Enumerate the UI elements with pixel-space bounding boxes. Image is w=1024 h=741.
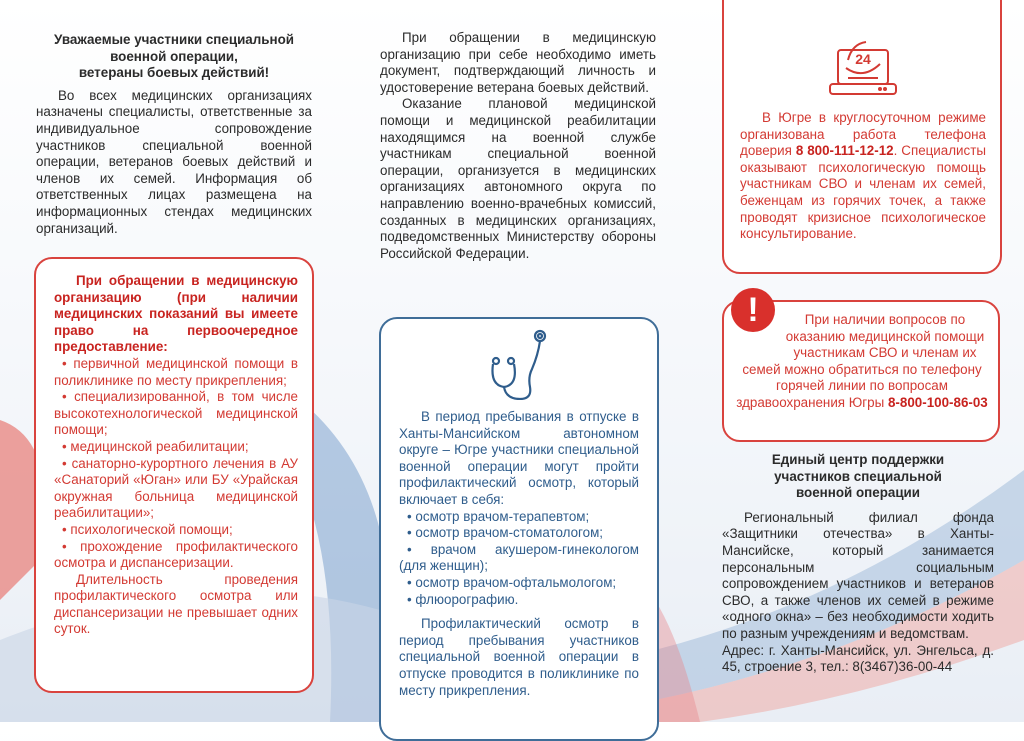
support-center-address: Адрес: г. Ханты-Мансийск, ул. Энгельса, д. 45, строение 3, тел.: 8(3467)36-00-44 (722, 642, 994, 675)
vacation-checkup-box (379, 317, 659, 741)
exclamation-icon: ! (731, 288, 775, 332)
checkup-footer: Профилактический осмотр в период пребывания участников специальной военной операции в отпуске проводится в поликлинике по месту прикрепления. (399, 616, 639, 698)
list-item: • осмотр врачом-терапевтом; (399, 509, 639, 526)
list-item: • прохождение профилактического осмотра и диспансеризации. (54, 539, 298, 572)
hotline-text: При наличии вопросов по оказанию медицинской помощи участникам СВО и членам их семей можно обратиться по телефону горячей линии по вопросам здравоохранения Югры (736, 312, 985, 410)
support-center (722, 452, 994, 676)
priority-list (54, 356, 298, 572)
list-item: • санаторно-курортного лечения в АУ «Санаторий «Юган» или БУ «Урайская окружная больница медицинской реабилитации»; (54, 456, 298, 522)
left-column (36, 32, 312, 237)
icon-24-label: 24 (855, 51, 871, 67)
priority-heading: При обращении в медицинскую организацию (при наличии медицинских показаний вы имеете право на первоочередное предоставление: (54, 273, 298, 355)
list-item: • медицинской реабилитации; (54, 439, 298, 456)
list-item: • психологической помощи; (54, 522, 298, 539)
list-item: • осмотр врачом-стоматологом; (399, 525, 639, 542)
priority-services-box (34, 257, 314, 693)
duration-note: Длительность проведения профилактического осмотра или диспансеризации не превышает одних суток. (54, 571, 298, 637)
trust-phone-number[interactable]: 8 800-111-12-12 (795, 143, 894, 159)
intro-paragraph: Во всех медицинских организациях назначены специалисты, ответственные за индивидуальное сопровождение участников специальной военной операции, ветеранов боевых действий и членов их семей. Информация об ответственных лицах размещена на информационных стендах медицинских организаций. (36, 87, 312, 236)
list-item: • специализированной, в том числе высокотехнологической медицинской помощи; (54, 389, 298, 439)
title-line: участников специальной (774, 468, 942, 484)
planned-care-paragraph: Оказание плановой медицинской помощи и медицинской реабилитации находящимся на военной службе участникам специальной военной операции, организуется в медицинских организациях автономного округа по направлению военно-врачебных комиссий, созданных в медицинских организациях, подведомственных Министерству обороны Российской Федерации. (380, 96, 656, 261)
hotline-text-before: В Югре в круглосуточном режиме организована работа телефона доверия (740, 110, 986, 159)
title-line: военной операции, (110, 48, 238, 64)
hotline-text-after: . Специалисты оказывают психологическую помощь участникам СВО и членам их семей, беженцам из горячих точек, а также проводят кризисное психологическое консультирование. (740, 143, 986, 242)
greeting-title (36, 32, 312, 82)
trust-hotline-text (740, 110, 986, 243)
documents-paragraph: При обращении в медицинскую организацию при себе необходимо иметь документ, подтверждающий личность и удостоверение ветерана боевых действий. (380, 30, 656, 95)
stethoscope-icon (381, 325, 657, 405)
trust-hotline-box (722, 0, 1002, 274)
title-line: Уважаемые участники специальной (54, 32, 294, 47)
list-item: • флюорографию. (399, 592, 639, 609)
checkup-list (399, 509, 639, 609)
title-line: Единый центр поддержки (771, 452, 945, 467)
list-item: • врачом акушером-гинекологом (для женщин); (399, 542, 639, 575)
list-item: • осмотр врачом-офтальмологом; (399, 575, 639, 592)
checkup-intro: В период пребывания в отпуске в Ханты-Мансийском автономном округе – Югре участники специальной военной операции могут пройти профилактический осмотр, который включает в себя: (399, 409, 639, 507)
middle-column (380, 30, 656, 262)
support-center-text: Региональный филиал фонда «Защитники отечества» в Ханты-Мансийске, который занимается персональным социальным сопровождением участников и ветеранов СВО, а также членов их семей в режиме «одного окна» – без необходимости ходить по разным учреждениям и ведомствам. (722, 509, 994, 641)
support-center-title (722, 452, 994, 502)
health-hotline-text (736, 312, 988, 412)
laptop-24-icon (828, 34, 898, 100)
health-phone-number[interactable]: 8-800-100-86-03 (887, 394, 988, 410)
title-line: военной операции (795, 485, 921, 501)
list-item: • первичной медицинской помощи в поликлинике по месту прикрепления; (54, 356, 298, 389)
title-line: ветераны боевых действий! (78, 65, 270, 81)
